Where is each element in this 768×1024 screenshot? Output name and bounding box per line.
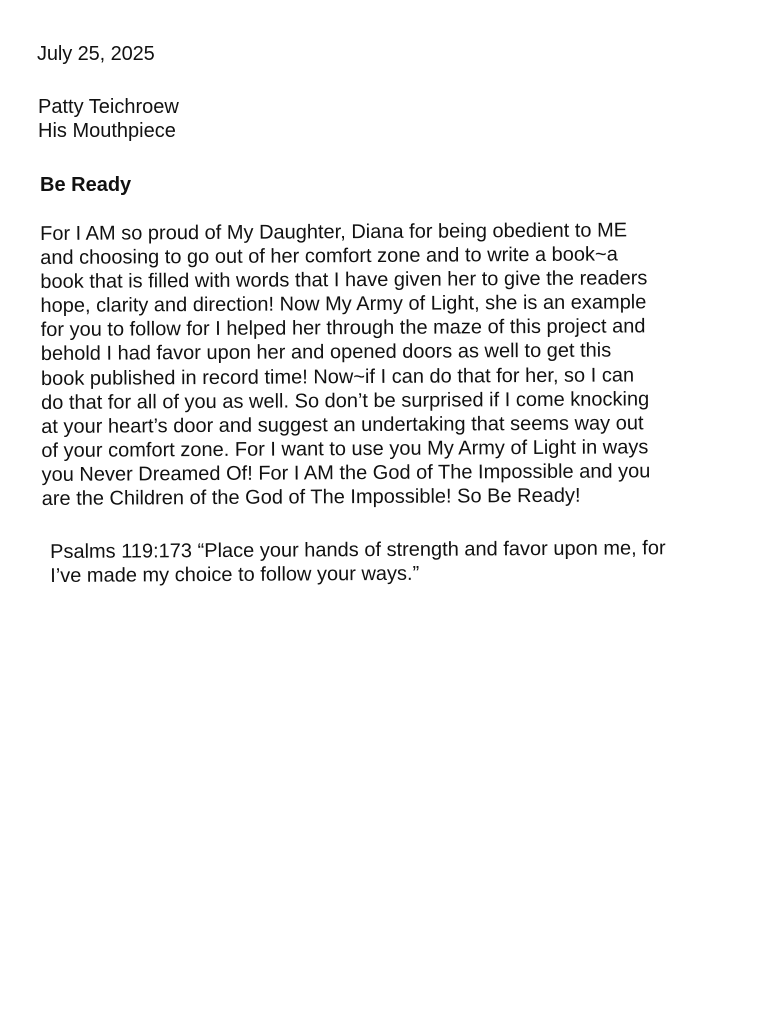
letter-date: July 25, 2025 [37, 43, 155, 65]
body-line: behold I had favor upon her and opened doors as well to get this [40, 339, 612, 366]
letter-title: Be Ready [40, 174, 132, 196]
body-line: For I AM so proud of My Daughter, Diana for being obedient to ME [40, 219, 628, 245]
author-name: Patty Teichroew [38, 96, 179, 118]
body-line: book published in record time! Now~if I can do that for her, so I can [40, 363, 635, 390]
body-line: book that is filled with words that I have given her to give the readers [40, 267, 648, 294]
author-block [38, 95, 179, 143]
body-line: for you to follow for I helped her through the maze of this project and [40, 315, 646, 342]
body-line: do that for all of you as well. So don’t be surprised if I come knocking [41, 387, 650, 414]
author-role: His Mouthpiece [38, 120, 176, 142]
scripture-line: I’ve made my choice to follow your ways.” [50, 562, 420, 587]
body-line: and choosing to go out of her comfort zone and to write a book~a [40, 243, 618, 270]
body-line: hope, clarity and direction! Now My Army of Light, she is an example [40, 291, 647, 318]
body-line: at your heart’s door and suggest an undertaking that seems way out [41, 412, 644, 438]
scripture-line: Psalms 119:173 “Place your hands of strength and favor upon me, for [50, 537, 666, 563]
letter-body [40, 218, 742, 511]
body-line: of your comfort zone. For I want to use you My Army of Light in ways [41, 436, 649, 462]
body-line: are the Children of the God of The Impossible! So Be Ready! [41, 484, 581, 511]
body-line: you Never Dreamed Of! For I AM the God of The Impossible and you [41, 460, 651, 486]
scripture-quote [50, 536, 750, 588]
